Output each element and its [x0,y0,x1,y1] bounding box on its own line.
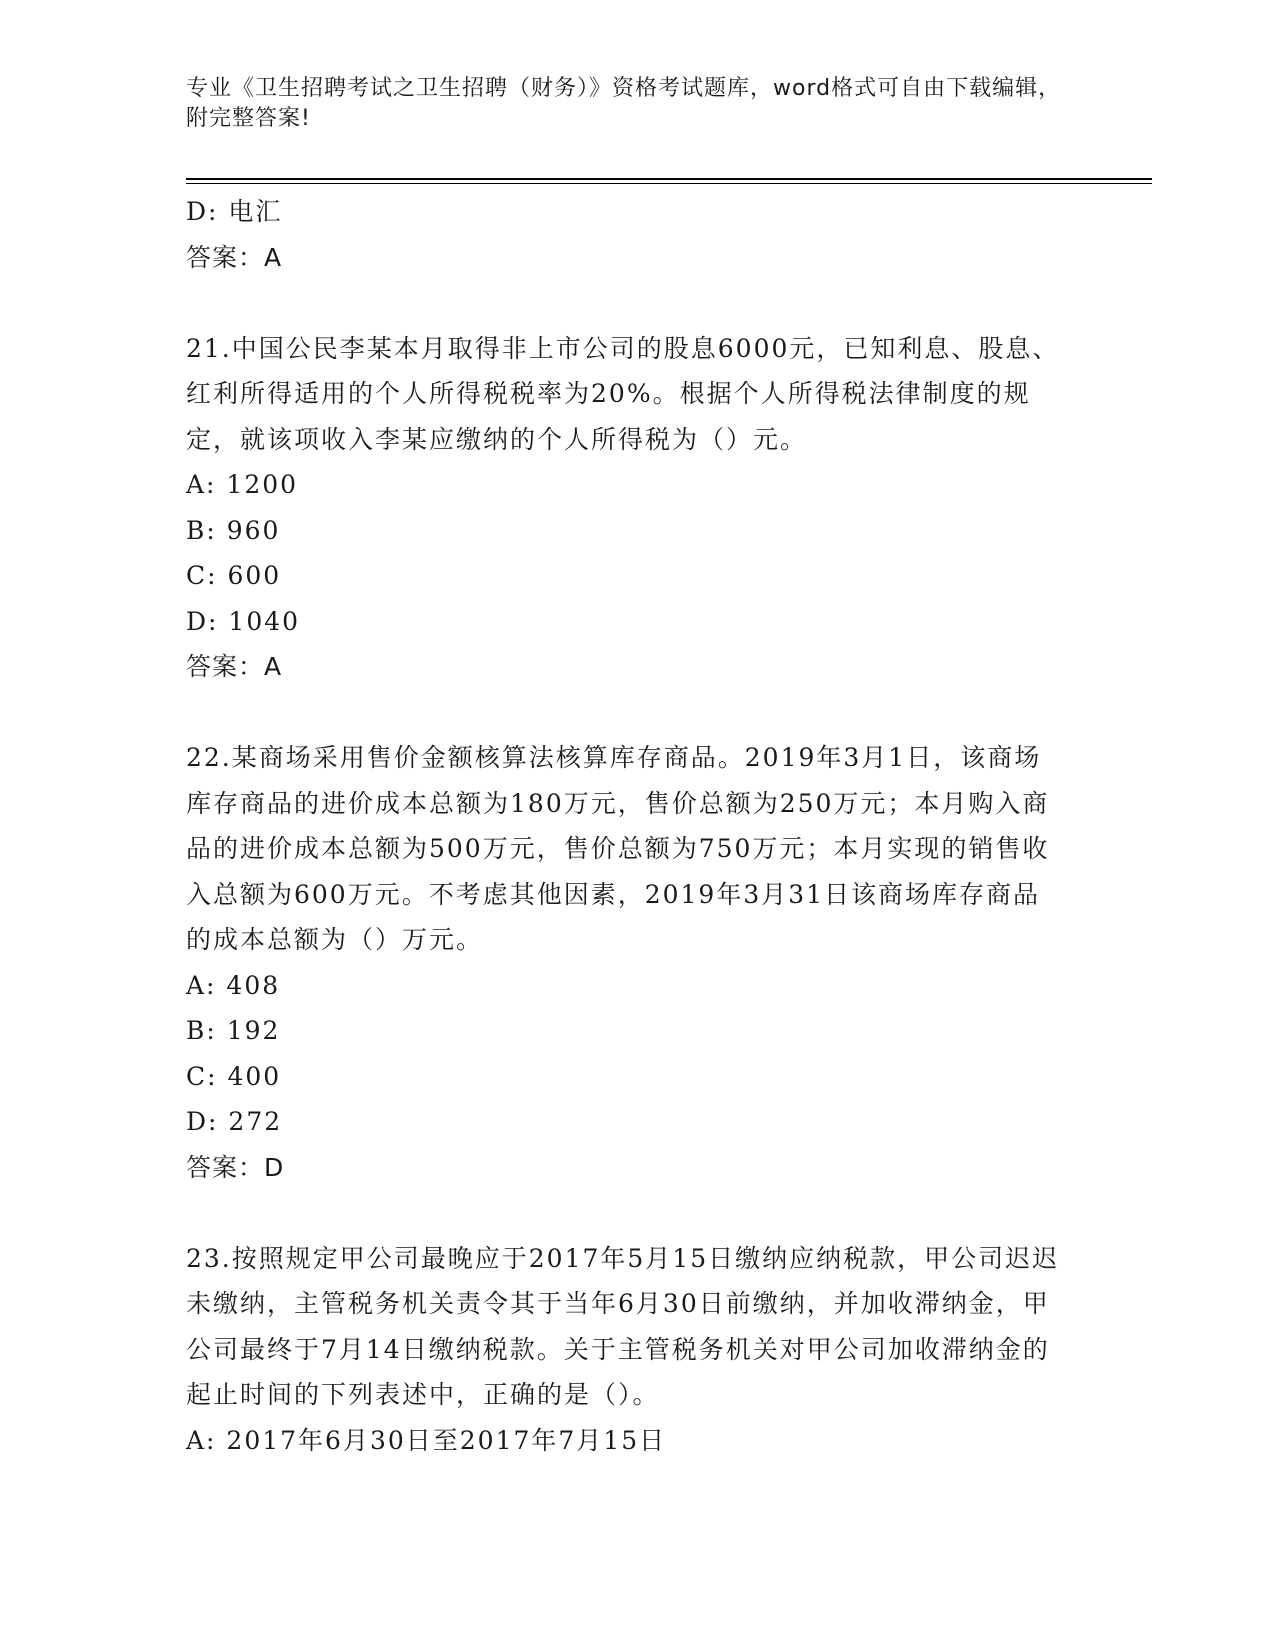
question-23-option-a: A: 2017年6月30日至2017年7月15日 [186,1425,667,1455]
question-21-option-b: B: 960 [186,515,281,545]
question-22-answer: 答案：D [186,1152,285,1182]
header-rule-thin [186,183,1152,184]
question-22-option-a: A: 408 [186,970,281,1000]
question-21-answer: 答案：A [186,652,283,681]
question-21-text: 21.中国公民李某本月取得非上市公司的股息6000元，已知利息、股息、红利所得适用的个人所得税税率为20%。根据个人所得税法律制度的规定，就该项收入李某应缴纳的个人所得税为（）元。 [186,333,1060,454]
question-list [186,189,1086,1463]
question-22-option-d: D: 272 [186,1107,283,1136]
question-21-option-a: A: 1200 [186,470,299,499]
spacer [186,1190,1086,1236]
question-23-text: 23.按照规定甲公司最晚应于2017年5月15日缴纳应纳税款，甲公司迟迟未缴纳，主管税务机关责令其于当年6月30日前缴纳，并加收滞纳金，甲公司最终于7月14日缴纳税款。关于主管税务机关对甲公司加收滞纳金的起止时间的下列表述中，正确的是（）。 [186,1243,1060,1409]
question-22-option-c: C: 400 [186,1061,282,1091]
question-21-option-d: D: 1040 [186,606,301,636]
header-rule-thick [186,178,1152,180]
spacer [186,280,1086,326]
question-22-option-b: B: 192 [186,1016,281,1045]
question-21-option-c: C: 600 [186,561,282,590]
document-header: 专业《卫生招聘考试之卫生招聘（财务）》资格考试题库，word格式可自由下载编辑，附完整答案! [186,76,1062,131]
spacer [186,690,1086,736]
prev-answer: 答案：A [186,242,283,272]
prev-option-d: D: 电汇 [186,197,283,226]
question-22-text: 22.某商场采用售价金额核算法核算库存商品。2019年3月1日，该商场库存商品的进价成本总额为180万元，售价总额为250万元；本月购入商品的进价成本总额为500万元，售价总额为750万元；本月实现的销售收入总额为600万元。不考虑其他因素，2019年3月31日该商场库存商品的成本总额为（）万元。 [186,743,1050,954]
